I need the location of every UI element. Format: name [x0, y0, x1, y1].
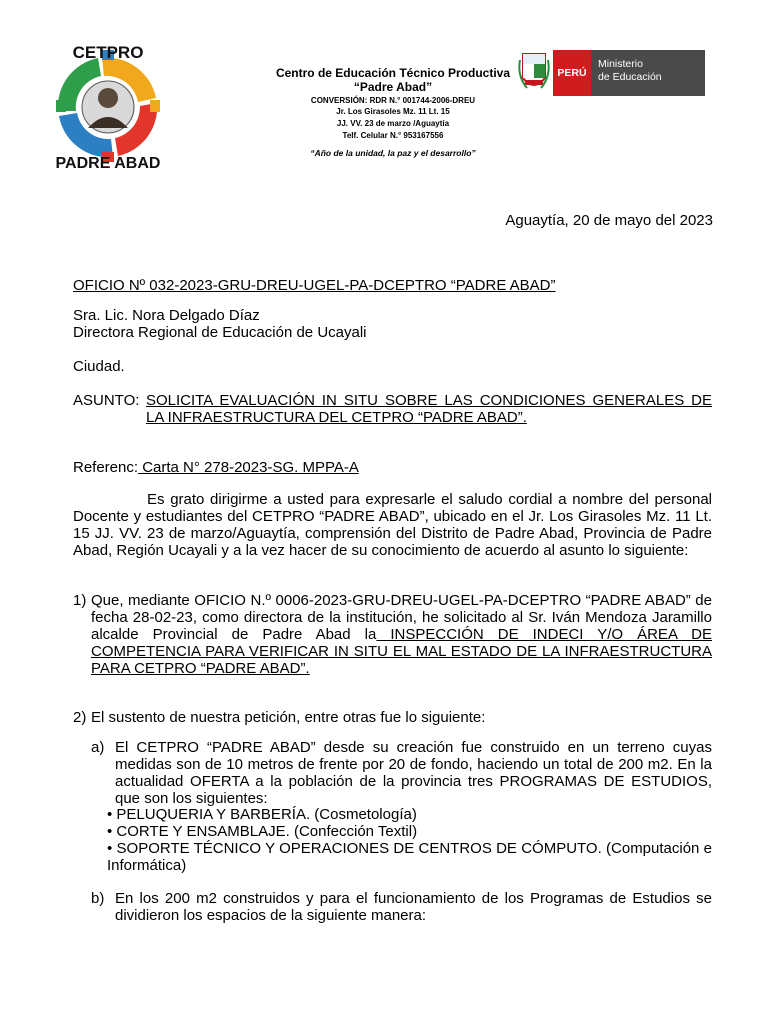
letter-date: Aguaytía, 20 de mayo del 2023 [505, 212, 713, 229]
city-line: Ciudad. [73, 358, 125, 375]
institution-subtitle: “Padre Abad” [353, 80, 433, 95]
institution-name: Centro de Educación Técnico Productiva [275, 66, 511, 80]
list-item: • PELUQUERIA Y BARBERÍA. (Cosmetología) [107, 806, 417, 823]
logo-ring-top: CETPRO [72, 43, 144, 62]
ministry-line-2: de Educación [598, 70, 662, 83]
ministry-banner [553, 50, 705, 96]
peru-crest-icon [517, 50, 551, 96]
list-item: • CORTE Y ENSAMBLAJE. (Confección Textil) [107, 823, 418, 840]
list-item: • SOPORTE TÉCNICO Y OPERACIONES DE CENTROS DE CÓMPUTO. (Computación e Informática) [107, 840, 713, 874]
item-2-text: El sustento de nuestra petición, entre otras fue lo siguiente: [91, 709, 486, 726]
sub-b-text: En los 200 m2 construidos y para el funcionamiento de los Programas de Estudios se dividieron los espacios de la siguiente manera: [115, 890, 712, 924]
sub-a-label: a) [91, 739, 105, 756]
asunto-label: ASUNTO: [73, 392, 140, 409]
conversion-resolution: CONVERSIÓN: RDR N.° 001744-2006-DREU [310, 95, 476, 105]
oficio-number: OFICIO Nº 032-2023-GRU-DREU-UGEL-PA-DCEPTRO “PADRE ABAD” [73, 277, 556, 294]
item-1-text: Que, mediante OFICIO N.º 0006-2023-GRU-DREU-UGEL-PA-DCEPTRO “PADRE ABAD” de fecha 28-02-23, como directora de la institución, he solicitado al Sr. Iván Mendoza Jaramillo alcalde Provincial de Padre Abad la [91, 592, 712, 643]
cetpro-logo-icon [38, 36, 178, 176]
program-3: SOPORTE TÉCNICO Y OPERACIONES DE CENTROS DE CÓMPUTO. (Computación e Informática) [107, 840, 713, 874]
ministry-line-1: Ministerio [598, 58, 643, 70]
referencia-text: Carta N° 278-2023-SG. MPPA-A [138, 459, 359, 476]
program-2: CORTE Y ENSAMBLAJE. (Confección Textil) [116, 823, 418, 840]
referencia-line [73, 459, 359, 476]
item-1-paragraph [91, 592, 712, 677]
institution-block [262, 66, 524, 158]
peru-label: PERÚ [553, 50, 591, 96]
ministry-name [591, 50, 705, 96]
phone-number: Telf. Celular N.° 953167556 [342, 130, 444, 140]
referencia-label: Referenc: [73, 459, 139, 476]
item-2-number: 2) [73, 709, 87, 726]
address-line-2: JJ. VV. 23 de marzo /Aguaytía [336, 118, 450, 128]
sub-b-label: b) [91, 890, 105, 907]
sub-a-text: El CETPRO “PADRE ABAD” desde su creación fue construido en un terreno cuyas medidas son de 10 metros de frente por 20 de fondo, haciendo un total de 200 m2. En la actualidad OFERTA a la población de la provincia tres PROGRAMAS DE ESTUDIOS, que son los siguientes: [115, 739, 712, 807]
program-1: PELUQUERIA Y BARBERÍA. (Cosmetología) [116, 806, 417, 823]
item-1-underlined: INSPECCIÓN DE INDECI Y/O ÁREA DE COMPETENCIA PARA VERIFICAR IN SITU EL MAL ESTADO DE LA INFRAESTRUCTURA PARA CETPRO “PADRE ABAD”. [91, 626, 712, 677]
intro-paragraph: Es grato dirigirme a usted para expresarle el saludo cordial a nombre del personal Docente y estudiantes del CETPRO “PADRE ABAD”, ubicado en el Jr. Los Girasoles Mz. 11 Lt. 15 JJ. VV. 23 de marzo/Aguaytía, comprensión del Distrito de Padre Abad, Provincia de Padre Abad, Región Ucayali y a la vez hacer de su conocimiento de acuerdo al asunto lo siguiente: [73, 491, 712, 559]
recipient-title: Directora Regional de Educación de Ucayali [73, 324, 367, 341]
programs-list [107, 806, 712, 874]
logo-ring-bottom: PADRE ABAD [55, 155, 161, 172]
recipient-name: Sra. Lic. Nora Delgado Díaz [73, 307, 260, 324]
year-motto: “Año de la unidad, la paz y el desarrollo” [310, 148, 476, 159]
address-line-1: Jr. Los Girasoles Mz. 11 Lt. 15 [336, 107, 450, 117]
item-1-number: 1) [73, 592, 87, 609]
asunto-text: SOLICITA EVALUACIÓN IN SITU SOBRE LAS CONDICIONES GENERALES DE LA INFRAESTRUCTURA DEL CETPRO “PADRE ABAD”. [146, 392, 712, 426]
